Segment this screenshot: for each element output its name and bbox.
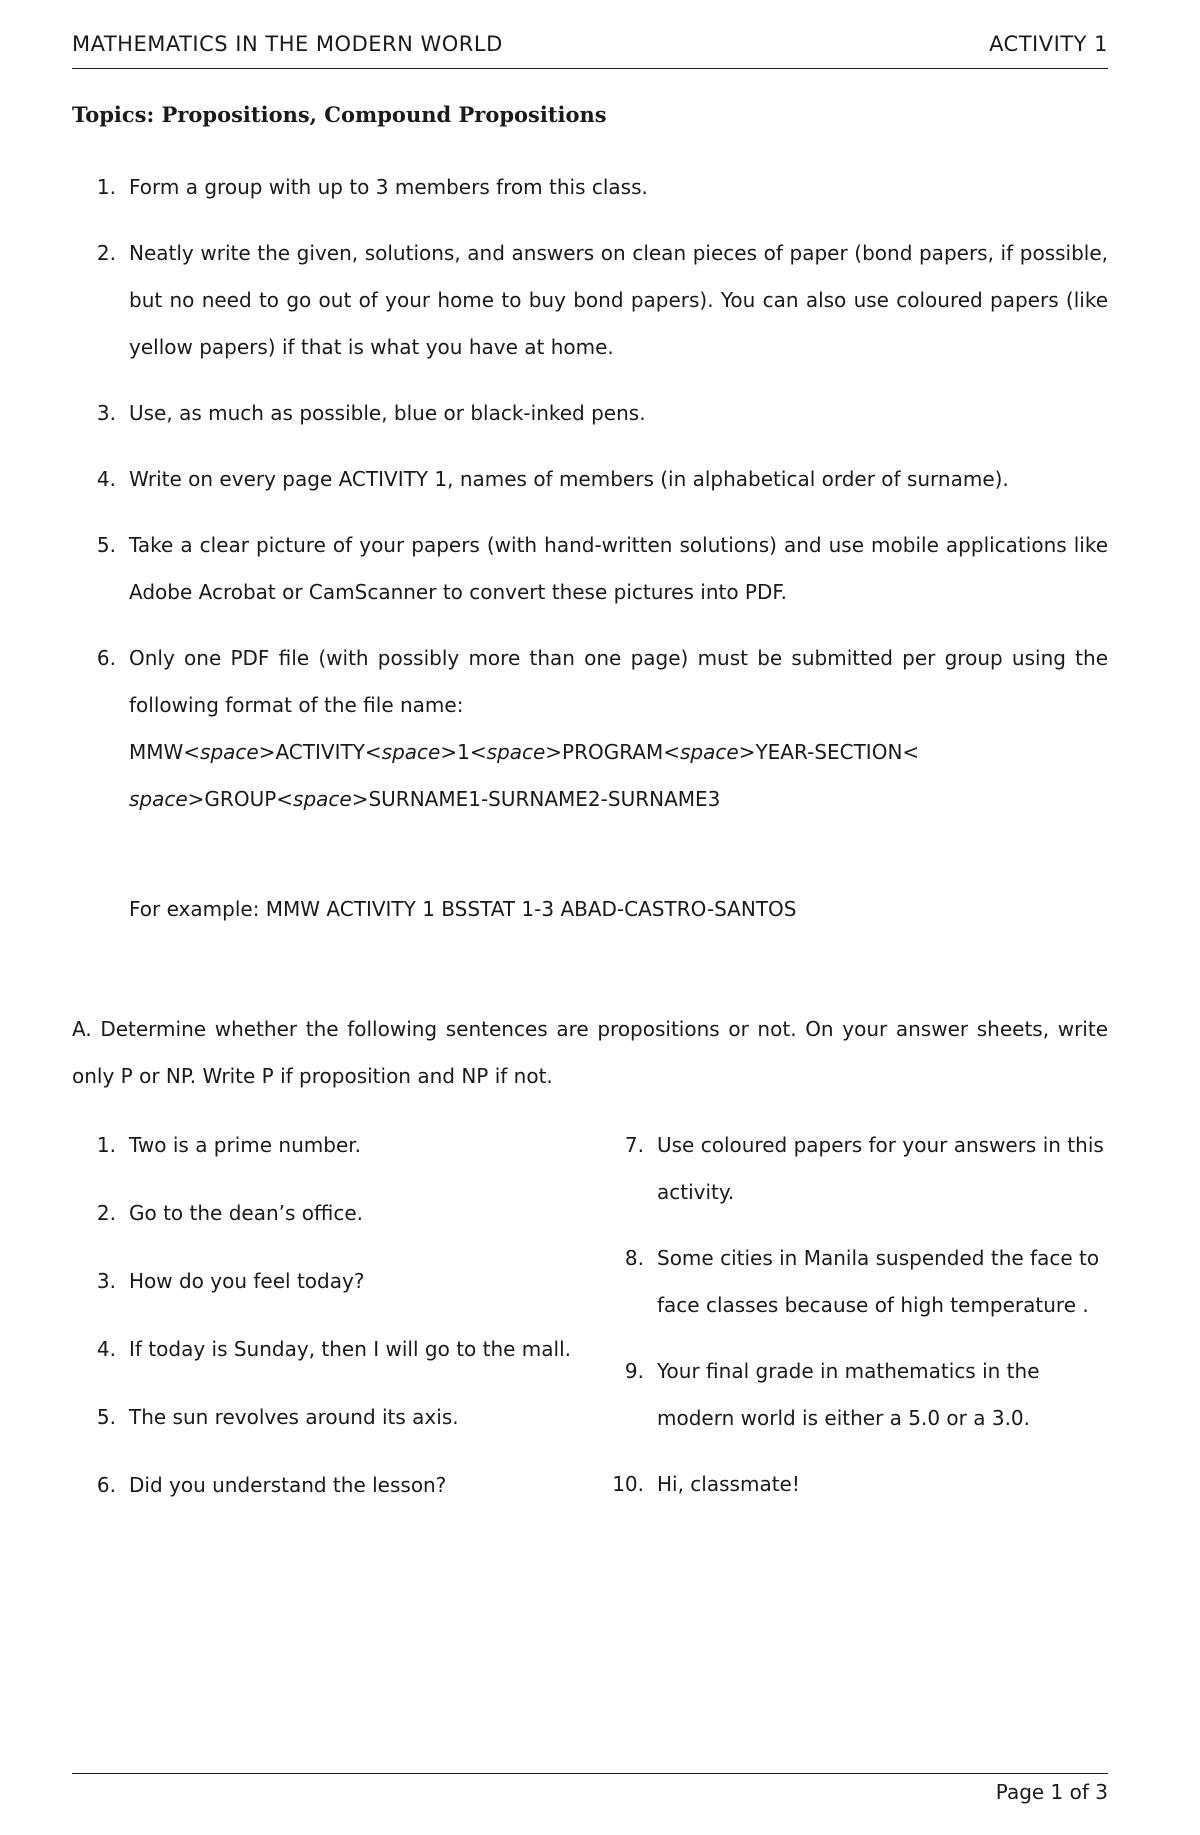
format-part: MMW< — [129, 740, 201, 764]
list-item — [600, 1235, 1108, 1329]
activity-label: ACTIVITY 1 — [989, 32, 1108, 56]
item-number: 3. — [96, 401, 116, 425]
instruction-item — [72, 390, 1108, 437]
item-text: The sun revolves around its axis. — [129, 1405, 459, 1429]
format-part: >ACTIVITY< — [258, 740, 382, 764]
item-number: 9. — [624, 1359, 644, 1383]
document-page — [72, 0, 1108, 1835]
format-part: >SURNAME1-SURNAME2-SURNAME3 — [351, 787, 721, 811]
items-left-column — [72, 1122, 572, 1530]
list-item — [72, 1394, 572, 1441]
item-number: 1. — [96, 1133, 116, 1157]
item-number: 5. — [96, 1405, 116, 1429]
item-number: 8. — [624, 1246, 644, 1270]
item-text: Neatly write the given, solutions, and answers on clean pieces of paper (bond papers, if possible, but no need to go out of your home to buy bond papers). You can also use coloured papers (like yellow papers) if that is what you have at home. — [129, 241, 1108, 359]
instruction-item — [72, 522, 1108, 616]
instructions-list — [72, 164, 1108, 842]
item-number: 6. — [96, 1473, 116, 1497]
item-text: Take a clear picture of your papers (with hand-written solutions) and use mobile applications like Adobe Acrobat or CamScanner to convert these pictures into PDF. — [129, 533, 1108, 604]
item-number: 3. — [96, 1269, 116, 1293]
instruction-item — [72, 635, 1108, 823]
item-number: 5. — [96, 533, 116, 557]
filename-example: For example: MMW ACTIVITY 1 BSSTAT 1-3 ABAD-CASTRO-SANTOS — [129, 897, 797, 921]
page-number: Page 1 of 3 — [995, 1780, 1108, 1804]
format-space: space — [381, 740, 441, 764]
item-text: Use coloured papers for your answers in this activity. — [657, 1133, 1104, 1204]
item-text: If today is Sunday, then I will go to the mall. — [129, 1337, 572, 1361]
course-title: MATHEMATICS IN THE MODERN WORLD — [72, 32, 503, 56]
file-format-line-2 — [129, 776, 1108, 823]
format-part: >GROUP< — [187, 787, 294, 811]
format-space: space — [200, 740, 259, 764]
item-text: Hi, classmate! — [657, 1472, 800, 1496]
item-text: Form a group with up to 3 members from this class. — [129, 175, 648, 199]
instruction-item — [72, 164, 1108, 211]
topics-heading: Topics: Propositions, Compound Propositions — [72, 102, 607, 127]
format-space: space — [486, 740, 546, 764]
item-text: Some cities in Manila suspended the face to face classes because of high temperature . — [657, 1246, 1100, 1317]
file-format-line-1 — [129, 729, 1108, 776]
list-item — [600, 1348, 1108, 1442]
list-item — [72, 1462, 572, 1509]
list-item — [72, 1326, 572, 1373]
item-number: 6. — [96, 646, 116, 670]
item-text: Write on every page ACTIVITY 1, names of members (in alphabetical order of surname). — [129, 467, 1009, 491]
header-rule — [72, 68, 1108, 69]
item-text: Two is a prime number. — [129, 1133, 362, 1157]
item-text: Your final grade in mathematics in the modern world is either a 5.0 or a 3.0. — [657, 1359, 1040, 1430]
format-part: >PROGRAM< — [545, 740, 681, 764]
item-number: 2. — [96, 1201, 116, 1225]
instruction-item — [72, 456, 1108, 503]
section-a-prompt: A. Determine whether the following sentences are propositions or not. On your answer sheets, write only P or NP. Write P if proposition and NP if not. — [72, 1017, 1108, 1088]
format-part: >YEAR-SECTION< — [738, 740, 920, 764]
item-number: 4. — [96, 467, 116, 491]
item-text: Go to the dean’s office. — [129, 1201, 364, 1225]
list-item — [72, 1258, 572, 1305]
format-space: space — [680, 740, 739, 764]
item-number: 10. — [612, 1472, 644, 1496]
format-part: >1< — [440, 740, 487, 764]
item-text: Use, as much as possible, blue or black-inked pens. — [129, 401, 646, 425]
item-number: 4. — [96, 1337, 116, 1361]
list-item — [72, 1190, 572, 1237]
page-header — [72, 32, 1108, 56]
format-space: space — [293, 787, 352, 811]
item-number: 2. — [96, 241, 116, 265]
footer-rule — [72, 1773, 1108, 1774]
item-text: How do you feel today? — [129, 1269, 365, 1293]
format-space: space — [129, 787, 188, 811]
item-text: Only one PDF file (with possibly more than one page) must be submitted per group using the following format of the file name: — [129, 646, 1108, 717]
item-number: 7. — [624, 1133, 644, 1157]
instruction-item — [72, 230, 1108, 371]
list-item — [72, 1122, 572, 1169]
list-item — [600, 1122, 1108, 1216]
items-right-column — [600, 1122, 1108, 1527]
item-number: 1. — [96, 175, 116, 199]
item-text: Did you understand the lesson? — [129, 1473, 447, 1497]
list-item — [600, 1461, 1108, 1508]
